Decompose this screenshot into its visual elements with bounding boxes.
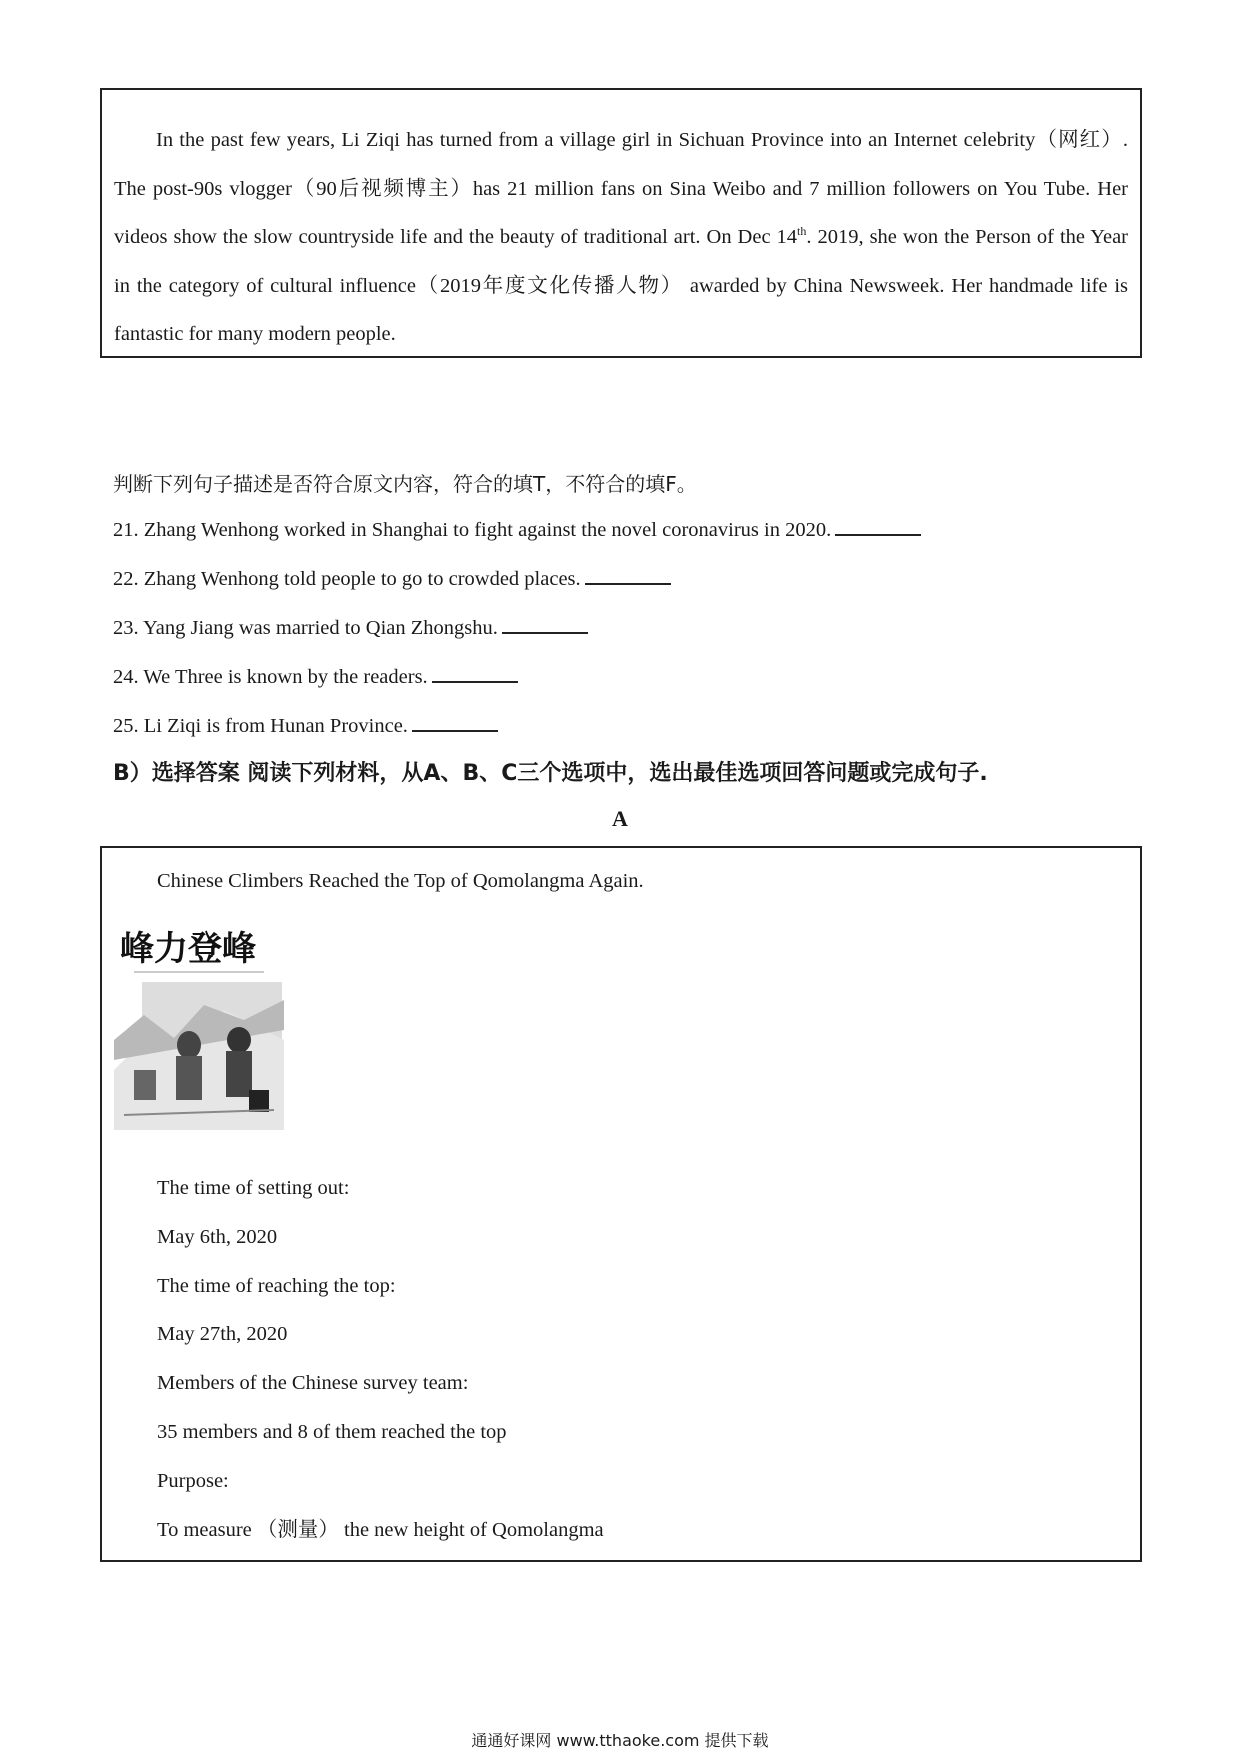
liziqi-text-part2: . 2019, she won the Person of the Year in the category of cultural influence（2019年度文化传播人物） awarded by China Newsweek. Her handmade life is fantastic for many modern people.: [114, 226, 1128, 345]
question-text: 23. Yang Jiang was married to Qian Zhongshu.: [113, 617, 498, 639]
answer-blank[interactable]: [585, 565, 671, 585]
question-21: [113, 510, 921, 559]
info-line: Purpose:: [157, 1469, 229, 1492]
info-line: May 27th, 2020: [157, 1323, 288, 1346]
info-line: Members of the Chinese survey team:: [157, 1372, 469, 1395]
liziqi-passage-box: [100, 88, 1142, 358]
question-text: 25. Li Ziqi is from Hunan Province.: [113, 715, 408, 737]
climbers-passage-box: [100, 846, 1142, 1562]
answer-blank[interactable]: [502, 614, 588, 634]
part-label: A: [612, 806, 628, 831]
question-23: [113, 608, 921, 657]
poster-caption: 峰力登峰: [120, 929, 256, 969]
question-text: 22. Zhang Wenhong told people to go to crowded places.: [113, 568, 581, 590]
liziqi-passage: [114, 116, 1128, 359]
climbers-info-list: [157, 1168, 604, 1558]
answer-blank[interactable]: [432, 663, 518, 683]
question-text: 24. We Three is known by the readers.: [113, 666, 428, 688]
liziqi-text-sup: th: [797, 224, 807, 239]
climbers-title: Chinese Climbers Reached the Top of Qomolangma Again.: [157, 870, 644, 892]
question-25: [113, 706, 921, 755]
question-24: [113, 657, 921, 706]
answer-blank[interactable]: [412, 712, 498, 732]
info-line: May 6th, 2020: [157, 1225, 278, 1248]
section-b-heading: B）选择答案 阅读下列材料，从A、B、C三个选项中，选出最佳选项回答问题或完成句子.: [113, 761, 988, 786]
info-line: The time of reaching the top:: [157, 1274, 396, 1297]
question-list: [113, 510, 921, 755]
info-line: The time of setting out:: [157, 1177, 350, 1199]
info-line: To measure （测量） the new height of Qomolangma: [157, 1518, 604, 1541]
info-line: 35 members and 8 of them reached the top: [157, 1420, 507, 1443]
question-22: [113, 559, 921, 608]
answer-blank[interactable]: [835, 516, 921, 536]
climbers-poster-image: [114, 920, 284, 1130]
question-text: 21. Zhang Wenhong worked in Shanghai to fight against the novel coronavirus in 2020.: [113, 519, 832, 541]
liziqi-text-part1: In the past few years, Li Ziqi has turned from a village girl in Sichuan Province into an Internet celebrity（网红）. The post-90s vlogger（90后视频博主）has 21 million fans on Sina Weibo and 7 million followers on You Tube. Her videos show the slow countryside life and the beauty of traditional art. On Dec 14: [114, 129, 1128, 248]
true-false-instruction: 判断下列句子描述是否符合原文内容，符合的填T，不符合的填F。: [113, 472, 697, 496]
page-footer: 通通好课网 www.tthaoke.com 提供下载: [471, 1731, 769, 1750]
